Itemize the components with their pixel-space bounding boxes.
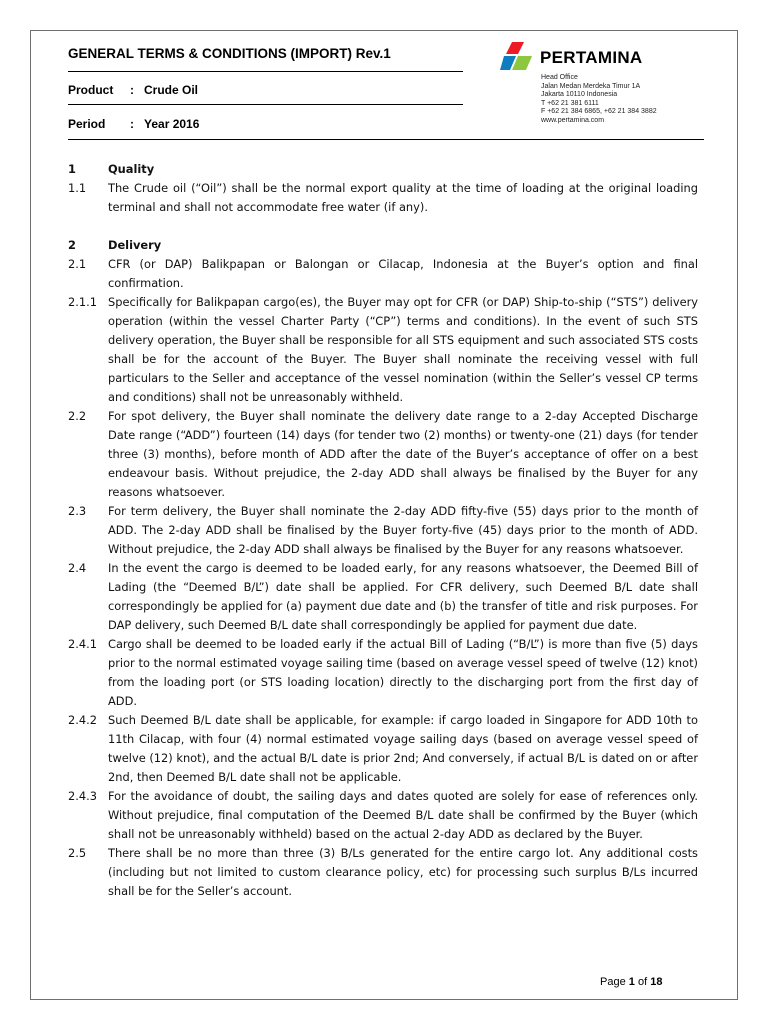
clause [68, 255, 698, 293]
section-number: 1 [68, 162, 76, 176]
clause [68, 711, 698, 787]
clause-text: The Crude oil (“Oil”) shall be the normal export quality at the time of loading at the original loading terminal and shall not accommodate free water (if any). [108, 181, 698, 214]
page-footer [600, 976, 662, 988]
address-line: T +62 21 381 6111 [541, 99, 599, 107]
clause-text: In the event the cargo is deemed to be loaded early, for any reasons whatsoever, the Deemed Bill of Lading (the “Deemed B/L”) date shall be applied. For CFR delivery, such Deemed B/L date shall correspondingly be applied for (a) payment due date and (b) the transfer of title and risk purposes. For DAP delivery, such Deemed B/L date shall correspondingly be applied for payment due date. [108, 561, 698, 632]
clause [68, 559, 698, 635]
clause-number: 2.4.2 [68, 713, 97, 727]
page-current: 1 [628, 976, 635, 988]
period-value: Year 2016 [144, 117, 200, 131]
page-total: 18 [650, 976, 663, 988]
clause [68, 844, 698, 901]
product-separator: : [130, 83, 134, 97]
period-row [68, 117, 199, 131]
pertamina-logo-icon [500, 40, 536, 74]
clause [68, 787, 698, 844]
period-separator: : [130, 117, 134, 131]
header-rule [68, 71, 463, 72]
header-rule [68, 104, 463, 105]
section-title: Delivery [108, 238, 162, 252]
product-label: Product [68, 83, 114, 97]
clause-text: There shall be no more than three (3) B/Ls generated for the entire cargo lot. Any additional costs (including but not limited to custom clearance policy, etc) for processing such surplus B/Ls incurred shall be for the Seller’s account. [108, 846, 698, 898]
clause-text: Such Deemed B/L date shall be applicable, for example: if cargo loaded in Singapore for ADD 10th to 11th Cilacap, with four (4) normal estimated voyage sailing days (based on average vessel speed of twelve (12) knot), and the actual B/L date is prior 2nd; And conversely, if actual B/L is dated on or after 2nd, then Deemed B/L date shall not be applicable. [108, 713, 698, 784]
address-line: F +62 21 384 6865, +62 21 384 3882 [541, 108, 657, 115]
address-line: Jakarta 10110 Indonesia [541, 91, 618, 98]
clause-number: 2.1.1 [68, 295, 97, 309]
product-value: Crude Oil [144, 83, 199, 97]
section-heading [68, 160, 698, 179]
head-office-address [541, 74, 657, 125]
clause [68, 293, 698, 407]
clause-number: 1.1 [68, 181, 87, 195]
of-word: of [637, 976, 648, 988]
clause-text: Cargo shall be deemed to be loaded early if the actual Bill of Lading (“B/L”) is more than five (5) days prior to the normal estimated voyage sailing time (based on average vessel speed of twelve (12) knot) from the loading port (or STS loading location) directly to the discharging port from the first day of ADD. [108, 637, 698, 708]
document-body [68, 160, 698, 901]
product-row [68, 83, 198, 97]
header-separator [68, 139, 704, 140]
company-logo [500, 40, 700, 74]
clause-text: For the avoidance of doubt, the sailing days and dates quoted are solely for ease of references only. Without prejudice, final computation of the Deemed B/L date shall be confirmed by the Buyer (which shall not be unreasonably withheld) based on the actual 2-day ADD as declared by the Buyer. [108, 789, 698, 841]
clause [68, 407, 698, 502]
page-word: Page [600, 976, 626, 988]
clause-number: 2.5 [68, 846, 87, 860]
section-gap [68, 217, 698, 236]
section-number: 2 [68, 238, 76, 252]
clause-text: For spot delivery, the Buyer shall nominate the delivery date range to a 2-day Accepted Discharge Date range (“ADD”) fourteen (14) days (for tender two (2) months) or twenty-one (21) days (for tender three (3) months), before month of ADD after the date of the Buyer’s acceptance of offer on a best endeavour basis. Without prejudice, the 2-day ADD shall always be finalised by the Buyer for any reasons whatsoever. [108, 409, 698, 499]
address-line: Jalan Medan Merdeka Timur 1A [541, 82, 641, 90]
address-line: Head Office [541, 74, 578, 81]
clause [68, 179, 698, 217]
clause-text: For term delivery, the Buyer shall nominate the 2-day ADD fifty-five (55) days prior to the month of ADD. The 2-day ADD shall be finalised by the Buyer forty-five (45) days prior to the month of ADD. Without prejudice, the 2-day ADD shall always be finalised by the Buyer for any reasons whatsoever. [108, 504, 698, 556]
clause-number: 2.4 [68, 561, 87, 575]
clause-number: 2.3 [68, 504, 87, 518]
clause [68, 502, 698, 559]
clause-text: CFR (or DAP) Balikpapan or Balongan or Cilacap, Indonesia at the Buyer’s option and final confirmation. [108, 257, 698, 290]
clause-number: 2.1 [68, 257, 87, 271]
address-line: www.pertamina.com [541, 116, 605, 124]
section-title: Quality [108, 162, 155, 176]
company-name: PERTAMINA [540, 48, 643, 67]
clause-text: Specifically for Balikpapan cargo(es), the Buyer may opt for CFR (or DAP) Ship-to-ship (“STS”) delivery operation (within the vessel Charter Party (“CP”) terms and conditions). In the event of such STS delivery operation, the Buyer shall be responsible for all STS equipment and such associated STS costs shall be for the account of the Buyer. The Buyer shall nominate the receiving vessel with full particulars to the Seller and acceptance of the vessel nomination (within the Seller’s vessel CP terms and conditions) shall not be unreasonably withheld. [108, 295, 698, 404]
period-label: Period [68, 117, 106, 131]
document-title: GENERAL TERMS & CONDITIONS (IMPORT) Rev.1 [68, 46, 391, 61]
clause [68, 635, 698, 711]
clause-number: 2.4.3 [68, 789, 97, 803]
clause-number: 2.2 [68, 409, 87, 423]
clause-number: 2.4.1 [68, 637, 97, 651]
section-heading [68, 236, 698, 255]
